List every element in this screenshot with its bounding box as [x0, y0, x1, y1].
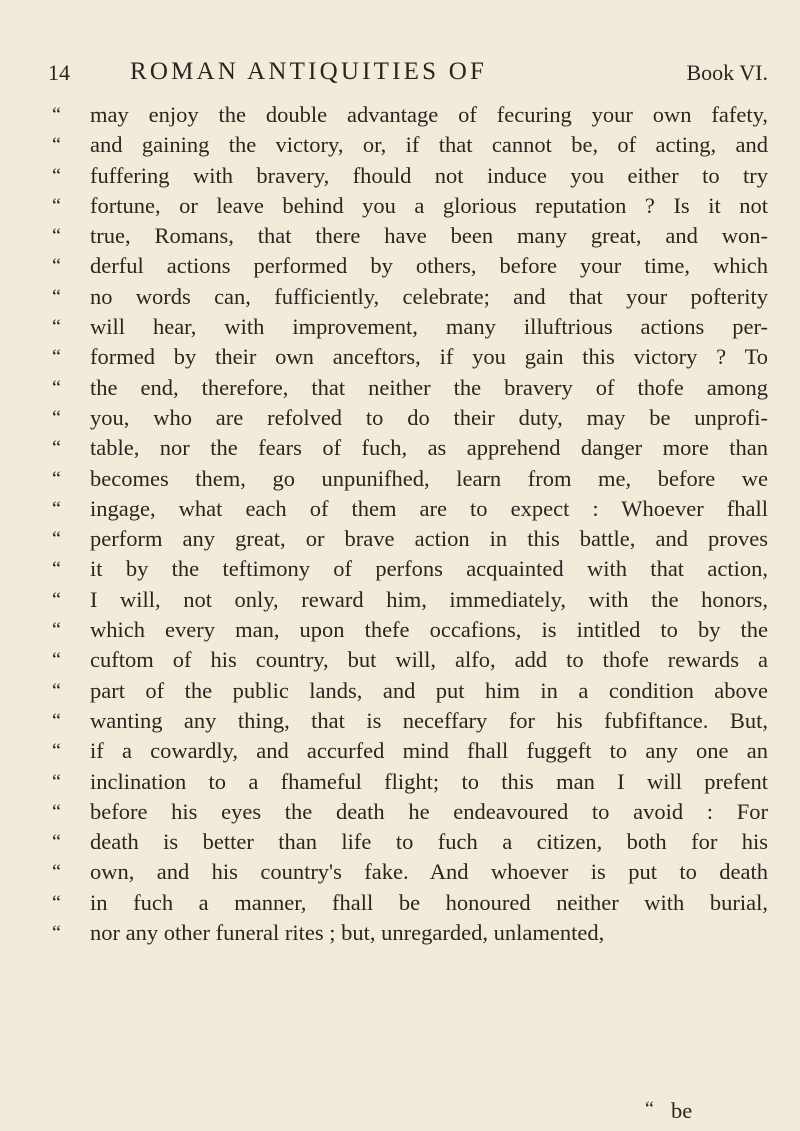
text-line	[52, 494, 768, 524]
page-number: 14	[48, 60, 70, 85]
text-line	[52, 857, 768, 887]
text-line	[52, 342, 768, 372]
quote-mark: “	[52, 194, 61, 217]
text-line	[52, 433, 768, 463]
text-line	[52, 373, 768, 403]
line-text: cuftom of his country, but will, alfo, add to thofe rewards a	[90, 647, 768, 673]
text-line	[52, 797, 768, 827]
line-text: may enjoy the double advantage of fecuring your own fafety,	[90, 102, 768, 127]
text-line	[52, 767, 768, 797]
quote-mark: “	[52, 770, 61, 793]
text-line	[52, 191, 768, 221]
quote-mark: “	[52, 861, 61, 884]
quote-mark: “	[52, 467, 61, 490]
text-line	[52, 615, 768, 645]
text-line	[52, 827, 768, 857]
line-text: fuffering with bravery, fhould not induce you either to try	[90, 162, 768, 188]
line-text: table, nor the fears of fuch, as apprehend danger more than	[90, 435, 768, 461]
text-line	[52, 251, 768, 281]
line-text: in fuch a manner, fhall be honoured neither with burial,	[90, 889, 768, 915]
text-line	[52, 706, 768, 736]
text-line	[52, 464, 768, 494]
quote-mark: “	[52, 649, 61, 672]
quote-mark: “	[52, 497, 61, 520]
quote-mark: “	[52, 619, 61, 642]
text-line	[52, 100, 768, 130]
book-label: Book VI.	[686, 60, 768, 85]
catchword	[645, 1098, 765, 1126]
quote-mark: “	[52, 831, 61, 854]
text-line	[52, 585, 768, 615]
line-text: inclination to a fhameful flight; to this man I will prefent	[90, 768, 768, 794]
quote-mark: “	[52, 922, 61, 945]
line-text: true, Romans, that there have been many great, and won-	[90, 223, 768, 249]
quote-mark: “	[52, 346, 61, 369]
quote-mark: “	[52, 164, 61, 187]
text-line	[52, 554, 768, 584]
text-line	[52, 282, 768, 312]
catchword-text: be	[671, 1098, 693, 1123]
quote-mark: “	[52, 740, 61, 763]
text-line	[52, 676, 768, 706]
line-text: perform any great, or brave action in this battle, and proves	[90, 526, 768, 552]
text-line	[52, 312, 768, 342]
quote-mark: “	[645, 1098, 654, 1120]
line-text: formed by their own anceftors, if you gain this victory ? To	[90, 344, 768, 370]
line-text: fortune, or leave behind you a glorious reputation ? Is it not	[90, 192, 768, 218]
line-text: ingage, what each of them are to expect : Whoever fhall	[90, 495, 768, 521]
line-text: which every man, upon thefe occafions, is intitled to by the	[90, 617, 768, 643]
line-text: if a cowardly, and accurfed mind fhall fuggeft to any one an	[90, 738, 768, 764]
quote-mark: “	[52, 800, 61, 823]
line-text: will hear, with improvement, many illuftrious actions per-	[90, 314, 768, 340]
quote-mark: “	[52, 588, 61, 611]
body-text	[52, 100, 768, 948]
text-line	[52, 645, 768, 675]
text-line	[52, 161, 768, 191]
line-text: derful actions performed by others, before your time, which	[90, 253, 768, 279]
line-text: it by the teftimony of perfons acquainted with that action,	[90, 556, 768, 582]
quote-mark: “	[52, 709, 61, 732]
line-text: nor any other funeral rites ; but, unregarded, unlamented,	[90, 920, 605, 946]
quote-mark: “	[52, 891, 61, 914]
line-text: death is better than life to fuch a citizen, both for his	[90, 829, 768, 855]
quote-mark: “	[52, 679, 61, 702]
line-text: wanting any thing, that is neceffary for his fubfiftance. But,	[90, 707, 768, 733]
quote-mark: “	[52, 406, 61, 429]
running-title: ROMAN ANTIQUITIES OF	[130, 58, 488, 85]
line-text: becomes them, go unpunifhed, learn from me, before we	[90, 465, 768, 491]
line-text: own, and his country's fake. And whoever is put to death	[90, 859, 768, 885]
line-text: part of the public lands, and put him in a condition above	[90, 677, 768, 703]
quote-mark: “	[52, 437, 61, 460]
quote-mark: “	[52, 285, 61, 308]
quote-mark: “	[52, 528, 61, 551]
line-text: before his eyes the death he endeavoured to avoid : For	[90, 798, 768, 824]
quote-mark: “	[52, 225, 61, 248]
text-line	[52, 888, 768, 918]
text-line	[52, 130, 768, 160]
running-header	[48, 56, 768, 90]
line-text: you, who are refolved to do their duty, may be unprofi-	[90, 404, 768, 430]
quote-mark: “	[52, 376, 61, 399]
quote-mark: “	[52, 255, 61, 278]
text-line	[52, 221, 768, 251]
line-text: the end, therefore, that neither the bravery of thofe among	[90, 374, 768, 400]
line-text: and gaining the victory, or, if that cannot be, of acting, and	[90, 132, 768, 158]
text-line	[52, 918, 768, 948]
quote-mark: “	[52, 558, 61, 581]
text-line	[52, 524, 768, 554]
quote-mark: “	[52, 104, 61, 126]
quote-mark: “	[52, 316, 61, 339]
quote-mark: “	[52, 134, 61, 157]
text-line	[52, 736, 768, 766]
line-text: no words can, fufficiently, celebrate; and that your pofterity	[90, 283, 768, 309]
text-line	[52, 403, 768, 433]
line-text: I will, not only, reward him, immediately, with the honors,	[90, 586, 768, 612]
